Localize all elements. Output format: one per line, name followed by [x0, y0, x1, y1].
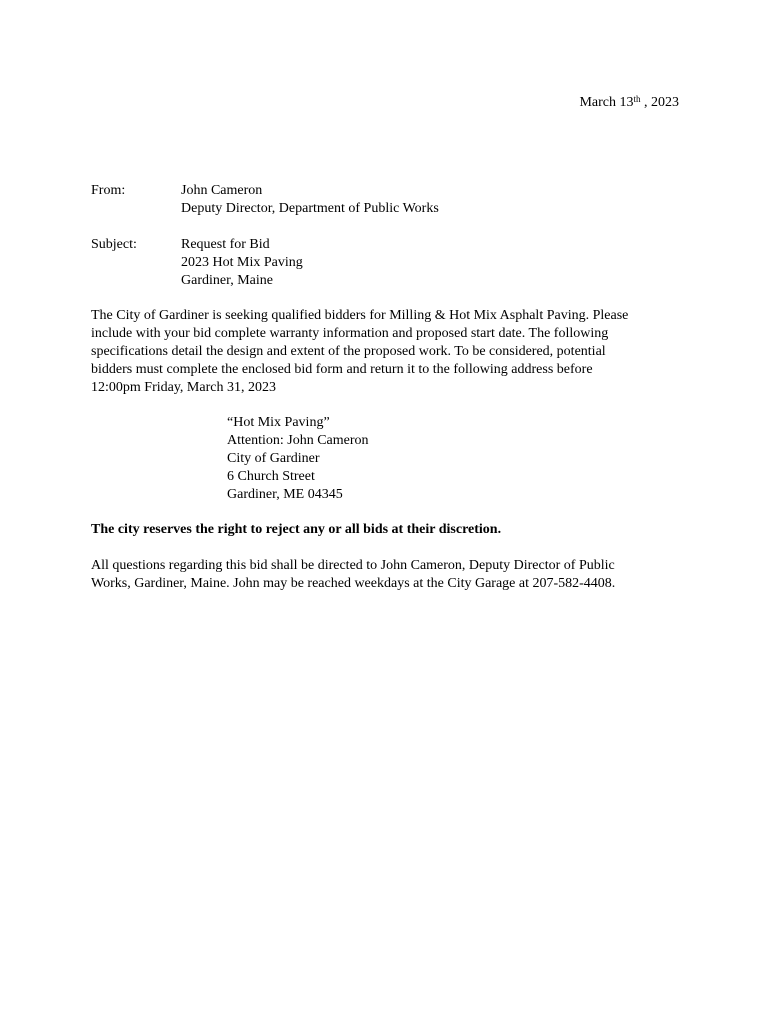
- paragraph-line: specifications detail the design and extent of the proposed work. To be considered, potential: [91, 344, 606, 359]
- from-label: From:: [91, 183, 126, 198]
- subject-line: Request for Bid: [181, 237, 270, 252]
- paragraph-line: The City of Gardiner is seeking qualified bidders for Milling & Hot Mix Asphalt Paving. Please: [91, 308, 629, 323]
- subject-label: Subject:: [91, 237, 137, 252]
- rights-notice: The city reserves the right to reject any or all bids at their discretion.: [91, 522, 502, 537]
- date-suffix: , 2023: [640, 95, 679, 110]
- paragraph-line: bidders must complete the enclosed bid form and return it to the following address before: [91, 362, 593, 377]
- subject-line: Gardiner, Maine: [181, 273, 273, 288]
- address-line: City of Gardiner: [227, 451, 320, 466]
- address-line: Gardiner, ME 04345: [227, 487, 343, 502]
- address-line: 6 Church Street: [227, 469, 315, 484]
- letter-date: [579, 94, 679, 112]
- date-superscript: th: [633, 94, 641, 104]
- intro-paragraph: [91, 307, 691, 397]
- from-value: [181, 182, 439, 218]
- paragraph-line: All questions regarding this bid shall be directed to John Cameron, Deputy Director of Public: [91, 558, 615, 573]
- from-name: John Cameron: [181, 183, 263, 198]
- address-line: Attention: John Cameron: [227, 433, 369, 448]
- address-line: “Hot Mix Paving”: [227, 415, 330, 430]
- paragraph-line: 12:00pm Friday, March 31, 2023: [91, 380, 276, 395]
- mailing-address: [227, 414, 369, 504]
- paragraph-line: Works, Gardiner, Maine. John may be reached weekdays at the City Garage at 207-582-4408.: [91, 576, 616, 591]
- from-title: Deputy Director, Department of Public Works: [181, 201, 439, 216]
- date-prefix: March 13: [579, 95, 634, 110]
- subject-value: [181, 236, 303, 290]
- subject-line: 2023 Hot Mix Paving: [181, 255, 303, 270]
- contact-paragraph: [91, 557, 691, 593]
- paragraph-line: include with your bid complete warranty information and proposed start date. The following: [91, 326, 609, 341]
